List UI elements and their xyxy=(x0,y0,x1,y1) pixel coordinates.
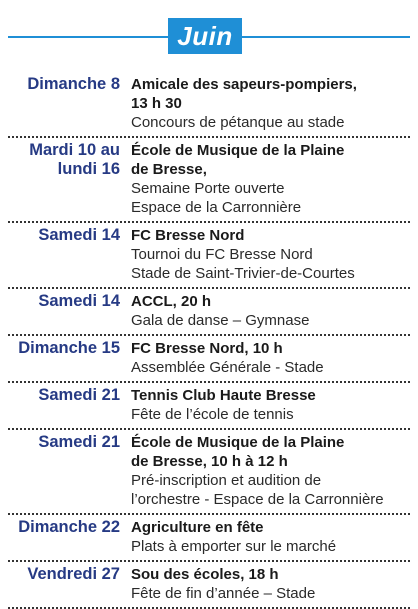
event-date-line: Samedi 14 xyxy=(38,226,120,244)
event-date-line: Samedi 14 xyxy=(38,292,120,310)
event-entry xyxy=(8,383,410,430)
event-detail-line: Pré-inscription et audition de xyxy=(131,472,322,489)
event-date-line: Mardi 10 au xyxy=(29,141,120,159)
event-date-line: Vendredi 27 xyxy=(27,565,120,583)
event-title-line: 13 h 30 xyxy=(131,95,182,112)
event-title-line: École de Musique de la Plaine xyxy=(131,434,345,451)
event-title-line: Agriculture en fête xyxy=(131,519,264,536)
event-body xyxy=(131,518,410,556)
event-detail-line: Semaine Porte ouverte xyxy=(131,180,285,197)
event-date-line: Samedi 21 xyxy=(38,386,120,404)
event-entry xyxy=(8,515,410,562)
event-date-line: Dimanche 22 xyxy=(18,518,120,536)
event-date xyxy=(8,433,120,452)
event-date xyxy=(8,292,120,311)
event-detail-line: Espace de la Carronnière xyxy=(131,199,302,216)
event-title-line: de Bresse, xyxy=(131,161,207,178)
event-detail-line: Tournoi du FC Bresse Nord xyxy=(131,246,313,263)
event-entry xyxy=(8,289,410,336)
event-title-line: FC Bresse Nord, 10 h xyxy=(131,340,283,357)
event-date xyxy=(8,141,120,179)
event-detail-line: l’orchestre - Espace de la Carronnière xyxy=(131,491,384,508)
event-title-line: ACCL, 20 h xyxy=(131,293,212,310)
event-title-line: Amicale des sapeurs-pompiers, xyxy=(131,76,357,93)
event-body xyxy=(131,141,410,217)
event-title-line: Sou des écoles, 18 h xyxy=(131,566,279,583)
event-detail-line: Assemblée Générale - Stade xyxy=(131,359,324,376)
event-list xyxy=(8,72,410,609)
event-date xyxy=(8,386,120,405)
event-entry xyxy=(8,72,410,138)
event-body xyxy=(131,339,410,377)
event-body xyxy=(131,226,410,283)
event-entry xyxy=(8,223,410,289)
event-date xyxy=(8,339,120,358)
event-body xyxy=(131,386,410,424)
event-detail-line: Gala de danse – Gymnase xyxy=(131,312,310,329)
event-detail-line: Concours de pétanque au stade xyxy=(131,114,345,131)
event-entry xyxy=(8,336,410,383)
event-date xyxy=(8,565,120,584)
month-badge: Juin xyxy=(168,18,242,54)
event-date-line: lundi 16 xyxy=(57,160,120,178)
event-detail-line: Plats à emporter sur le marché xyxy=(131,538,337,555)
event-body xyxy=(131,292,410,330)
event-date xyxy=(8,75,120,94)
event-date-line: Samedi 21 xyxy=(38,433,120,451)
event-detail-line: Stade de Saint-Trivier-de-Courtes xyxy=(131,265,355,282)
event-date xyxy=(8,226,120,245)
month-header xyxy=(0,16,418,58)
event-body xyxy=(131,433,410,509)
event-detail-line: Fête de fin d’année – Stade xyxy=(131,585,316,602)
event-entry xyxy=(8,430,410,515)
event-detail-line: Fête de l’école de tennis xyxy=(131,406,294,423)
event-date xyxy=(8,518,120,537)
event-title-line: École de Musique de la Plaine xyxy=(131,142,345,159)
event-title-line: de Bresse, 10 h à 12 h xyxy=(131,453,288,470)
event-entry xyxy=(8,562,410,609)
event-title-line: FC Bresse Nord xyxy=(131,227,245,244)
event-entry xyxy=(8,138,410,223)
event-body xyxy=(131,565,410,603)
event-date-line: Dimanche 8 xyxy=(27,75,120,93)
event-body xyxy=(131,75,410,132)
event-title-line: Tennis Club Haute Bresse xyxy=(131,387,316,404)
event-date-line: Dimanche 15 xyxy=(18,339,120,357)
